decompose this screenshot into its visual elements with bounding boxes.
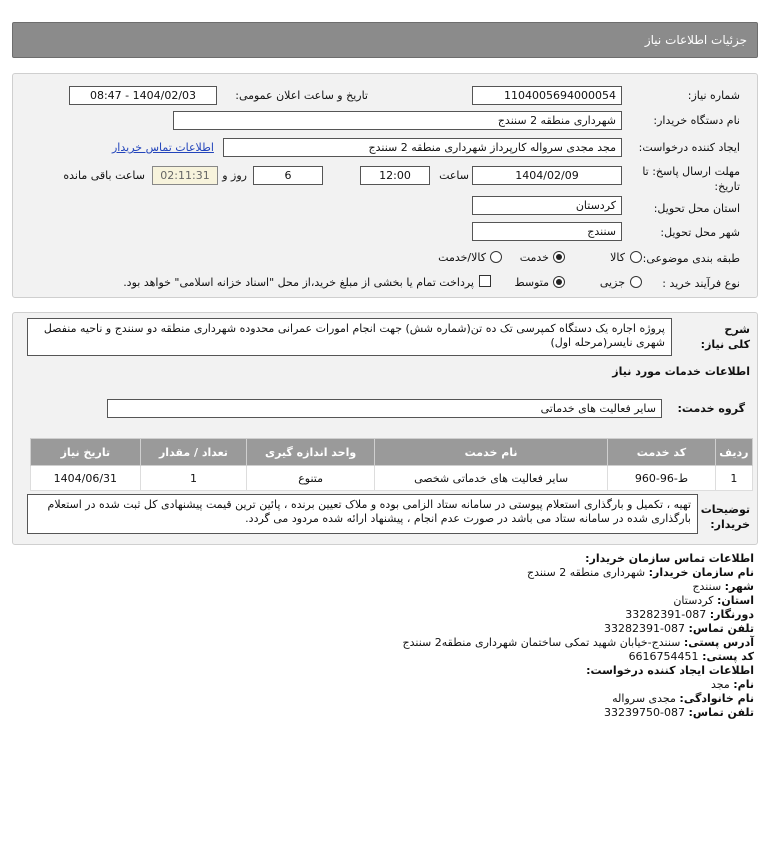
province-field[interactable]: کردستان — [472, 196, 622, 215]
creator-last-name-value: مجدی سرواله — [612, 692, 676, 705]
province-info-label: استان: — [717, 594, 754, 607]
city-field[interactable]: سنندج — [472, 222, 622, 241]
phone-label: تلفن تماس: — [688, 622, 754, 635]
org-value: شهرداری منطقه 2 سنندج — [526, 566, 646, 579]
deadline-date-field[interactable]: 1404/02/09 — [472, 166, 622, 185]
row-number: 1 — [715, 466, 752, 491]
org-label: نام سازمان خریدار: — [648, 566, 754, 579]
postal-code-value: 6616754451 — [628, 650, 699, 663]
col-code-header: کد خدمت — [608, 439, 716, 466]
category-both-radio[interactable] — [490, 251, 502, 263]
days-field[interactable]: 6 — [253, 166, 323, 185]
fax-value: 087-33282391 — [625, 608, 707, 621]
col-qty-header: تعداد / مقدار — [140, 439, 246, 466]
remaining-time-field: 02:11:31 — [152, 166, 218, 185]
address-value: سنندج-خیابان شهید تمکی ساختمان شهرداری منطقه2 سنندج — [402, 636, 681, 649]
service-name: سایر فعالیت های خدماتی شخصی — [374, 466, 607, 491]
category-both-label: کالا/خدمت — [438, 251, 486, 264]
category-goods-radio[interactable] — [630, 251, 642, 263]
table-header-row — [31, 439, 753, 466]
address-label: آدرس پستی: — [683, 636, 754, 649]
process-medium-radio[interactable] — [553, 276, 565, 288]
deadline-time-field[interactable]: 12:00 — [360, 166, 430, 185]
col-unit-header: واحد اندازه گیری — [247, 439, 375, 466]
city-label: شهر محل تحویل: — [660, 226, 740, 239]
contact-info — [22, 552, 762, 842]
service-group-label: گروه خدمت: — [677, 402, 745, 415]
table-row — [31, 466, 753, 491]
summary-text: پروژه اجاره یک دستگاه کمپرسی تک ده تن(شماره شش) جهت انجام امورات عمرانی محدوده شهرداری منطقه دو سنندج و ناحیه منفصل شهری نایسر(مرحله اول) — [27, 318, 672, 356]
province-info-value: کردستان — [673, 594, 714, 607]
category-goods-label: کالا — [610, 251, 625, 264]
city-info-label: شهر: — [724, 580, 754, 593]
creator-first-name-label: نام: — [733, 678, 754, 691]
province-label: استان محل تحویل: — [653, 202, 740, 215]
postal-code-label: کد پستی: — [702, 650, 754, 663]
page-title: جزئیات اطلاعات نیاز — [644, 33, 747, 47]
creator-last-name-label: نام خانوادگی: — [679, 692, 754, 705]
fax-label: دورنگار: — [709, 608, 754, 621]
deadline-time-label: ساعت — [439, 169, 469, 182]
service-unit: متنوع — [247, 466, 375, 491]
services-table — [30, 438, 753, 491]
notes-label: توضیحات خریدار: — [700, 503, 750, 531]
service-date: 1404/06/31 — [31, 466, 141, 491]
service-code: ط-96-960 — [608, 466, 716, 491]
notes-text: تهیه ، تکمیل و بارگذاری استعلام پیوستی در سامانه ستاد الزامی بوده و ملاک تعیین برنده ، پائین ترین قیمت پیشنهادی کل ثبت شده در استعلام بارگذاری شده در سامانه ستاد می باشد در صورت عدم انجام ، پیشنهاد ارائه شده مردود می گردد. — [27, 494, 698, 534]
deadline-label: مهلت ارسال پاسخ: تا تاریخ: — [642, 165, 740, 193]
service-qty: 1 — [140, 466, 246, 491]
category-service-radio[interactable] — [553, 251, 565, 263]
contact-heading: اطلاعات تماس سازمان خریدار: — [585, 552, 754, 565]
summary-label: شرح کلی نیاز: — [700, 323, 750, 351]
city-info-value: سنندج — [692, 580, 722, 593]
creator-first-name-value: مجد — [710, 678, 730, 691]
process-medium-label: متوسط — [514, 276, 549, 289]
requester-field[interactable]: مجد مجدی سرواله کارپرداز شهرداری منطقه 2 سنندج — [223, 138, 622, 157]
phone-value: 087-33282391 — [604, 622, 686, 635]
service-group-field[interactable]: سایر فعالیت های خدماتی — [107, 399, 662, 418]
creator-phone-value: 087-33239750 — [604, 706, 686, 719]
col-row-header: ردیف — [715, 439, 752, 466]
requester-label: ایجاد کننده درخواست: — [638, 141, 740, 154]
category-service-label: خدمت — [519, 251, 549, 264]
remaining-label: ساعت باقی مانده — [63, 169, 145, 182]
process-minor-radio[interactable] — [630, 276, 642, 288]
category-label: طبقه بندی موضوعی: — [642, 252, 740, 265]
buyer-org-label: نام دستگاه خریدار: — [653, 114, 740, 127]
need-number-field[interactable]: 1104005694000054 — [472, 86, 622, 105]
col-date-header: تاریخ نیاز — [31, 439, 141, 466]
creator-phone-label: تلفن تماس: — [688, 706, 754, 719]
creator-heading: اطلاعات ایجاد کننده درخواست: — [586, 664, 754, 677]
buyer-contact-link[interactable]: اطلاعات تماس خریدار — [112, 141, 214, 154]
page-header — [12, 22, 758, 58]
col-name-header: نام خدمت — [374, 439, 607, 466]
process-label: نوع فرآیند خرید : — [662, 277, 740, 290]
process-minor-label: جزیی — [599, 276, 625, 289]
treasury-note: پرداخت تمام یا بخشی از مبلغ خرید،از محل "اسناد خزانه اسلامی" خواهد بود. — [123, 276, 474, 289]
services-heading: اطلاعات خدمات مورد نیاز — [612, 365, 750, 378]
days-label: روز و — [222, 169, 247, 182]
announce-field[interactable]: 1404/02/03 - 08:47 — [69, 86, 217, 105]
treasury-checkbox[interactable] — [479, 275, 491, 287]
need-number-label: شماره نیاز: — [687, 89, 740, 102]
announce-label: تاریخ و ساعت اعلان عمومی: — [235, 89, 368, 102]
buyer-org-field[interactable]: شهرداری منطقه 2 سنندج — [173, 111, 622, 130]
